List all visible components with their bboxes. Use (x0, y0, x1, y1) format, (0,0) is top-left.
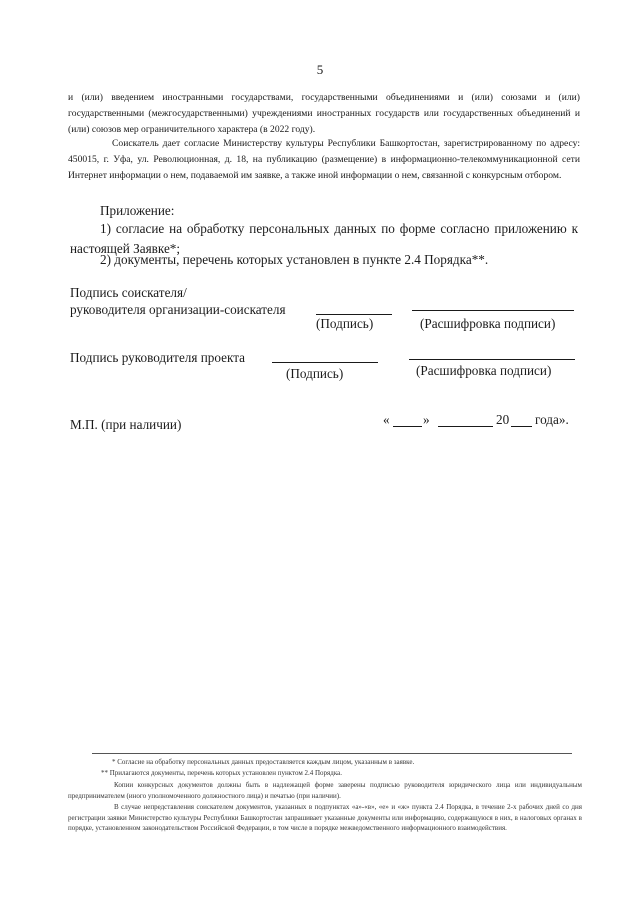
applicant-signature-label-2: руководителя организации-соискателя (70, 302, 286, 317)
footnote-separator (92, 753, 572, 754)
appendix-title: Приложение: (100, 203, 175, 218)
paragraph-consent-text: Соискатель дает согласие Министерству культуры Республики Башкортостан, зарегистрированному по адресу: 450015, г. Уфа, ул. Революционная, д. 18, на публикацию (размещение) в информационно-телекоммуникационной сети Интернет информации о нем, подаваемой им заявке, а также иной информации о нем, связанной с конкурсным отбором. (68, 138, 580, 181)
date-suffix: года». (535, 412, 569, 427)
appendix-item-2: 2) документы, перечень которых установлен в пункте 2.4 Порядка**. (100, 252, 489, 267)
applicant-signature-label-1: Подпись соискателя/ (70, 285, 187, 300)
footnote-4: В случае непредставления соискателем документов, указанных в подпунктах «а»-«в», «е» и «ж» пункта 2.4 Порядка, в течение 2-х рабочих дней со дня регистрации заявки Министерство культуры Республики Башкортостан запрашивает указанные документы или информацию, содержащуюся в них, в налоговых органах в порядке, установленном законодательством Российской Федерации, в том числе в порядке межведомственного информационного взаимодействия. (68, 803, 582, 832)
paragraph-restrictions: и (или) введением иностранными государствами, государственными объединениями и (или) союзами и (или) государственными (межгосударственными) учреждениями иностранных государств или государственных объединений и (или) союзов мер ограничительного характера (в 2022 году). (68, 92, 580, 135)
applicant-decoding-line[interactable] (412, 310, 574, 311)
footnote-2: ** Прилагаются документы, перечень которых установлен пунктом 2.4 Порядка. (101, 769, 342, 777)
date-month-line[interactable] (438, 426, 493, 427)
date-day-line[interactable] (393, 426, 422, 427)
paragraph-consent-publication (68, 136, 580, 184)
page-number: 5 (316, 62, 324, 77)
project-lead-signature-line[interactable] (272, 362, 378, 363)
footnote-3: Копии конкурсных документов должны быть в надлежащей форме заверены подписью руководителя юридического лица или индивидуальным предпринимателем (иного уполномоченного должностного лица) и печатью (при наличии). (68, 781, 582, 800)
applicant-decoding-caption: (Расшифровка подписи) (420, 316, 556, 331)
footnote-1: * Согласие на обработку персональных данных предоставляется каждым лицом, указанным в заявке. (112, 758, 415, 766)
appendix-item-1-text: 1) согласие на обработку персональных данных по форме согласно приложению к настоящей Заявке*; (70, 221, 578, 256)
stamp-label: М.П. (при наличии) (70, 417, 182, 432)
applicant-signature-line[interactable] (316, 314, 392, 315)
project-lead-decoding-caption: (Расшифровка подписи) (416, 363, 552, 378)
date-year-line[interactable] (511, 426, 532, 427)
project-lead-signature-label: Подпись руководителя проекта (70, 350, 246, 365)
date-open-quote: « (383, 412, 390, 427)
applicant-signature-caption: (Подпись) (316, 316, 374, 331)
date-close-quote: » (423, 412, 430, 427)
date-year-prefix: 20 (496, 412, 510, 427)
project-lead-signature-caption: (Подпись) (286, 366, 344, 381)
project-lead-decoding-line[interactable] (409, 359, 575, 360)
